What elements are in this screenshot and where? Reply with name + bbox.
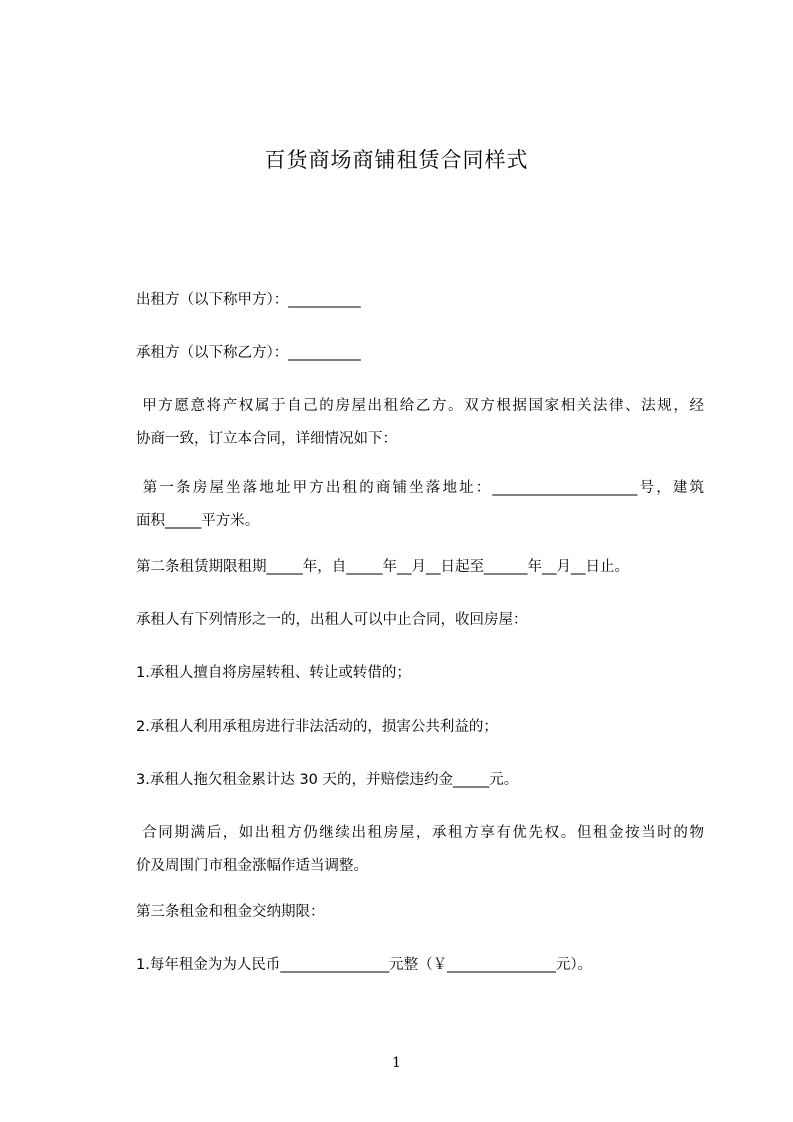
page-number: 1	[392, 1055, 401, 1071]
article-2-line: 第二条租赁期限租期_____年，自_____年__月__日起至______年__月__日止。	[136, 559, 629, 575]
termination-intro: 承租人有下列情形之一的，出租人可以中止合同，收回房屋：	[136, 612, 528, 628]
intro-paragraph	[136, 390, 704, 456]
lessor-line: 出租方（以下称甲方）：__________	[136, 292, 361, 308]
article-3-heading: 第三条租金和租金交纳期限：	[136, 904, 325, 920]
article-1-line-1: 第一条房屋坐落地址甲方出租的商铺坐落地址：____________________号，建筑	[136, 480, 704, 496]
article-1-paragraph	[136, 472, 704, 538]
termination-item-2: 2.承租人利用承租房进行非法活动的，损害公共利益的；	[136, 719, 498, 735]
article-1-line-2: 面积_____平方米。	[136, 513, 260, 529]
article-3-item-1: 1.每年租金为为人民币_______________元整（￥_______________元）。	[136, 957, 593, 973]
intro-line-2: 协商一致，订立本合同，详细情况如下：	[136, 431, 397, 447]
lessee-line: 承租方（以下称乙方）：__________	[136, 345, 361, 361]
intro-line-1: 甲方愿意将产权属于自己的房屋出租给乙方。双方根据国家相关法律、法规，经	[136, 398, 704, 414]
termination-item-3: 3.承租人拖欠租金累计达 30 天的，并赔偿违约金_____元。	[136, 772, 519, 788]
termination-item-1: 1.承租人擅自将房屋转租、转让或转借的；	[136, 665, 411, 681]
renewal-line-2: 价及周围门市租金涨幅作适当调整。	[136, 858, 368, 874]
document-title: 百货商场商铺租赁合同样式	[264, 148, 529, 172]
renewal-paragraph	[136, 817, 704, 883]
renewal-line-1: 合同期满后，如出租方仍继续出租房屋，承租方享有优先权。但租金按当时的物	[136, 825, 704, 841]
